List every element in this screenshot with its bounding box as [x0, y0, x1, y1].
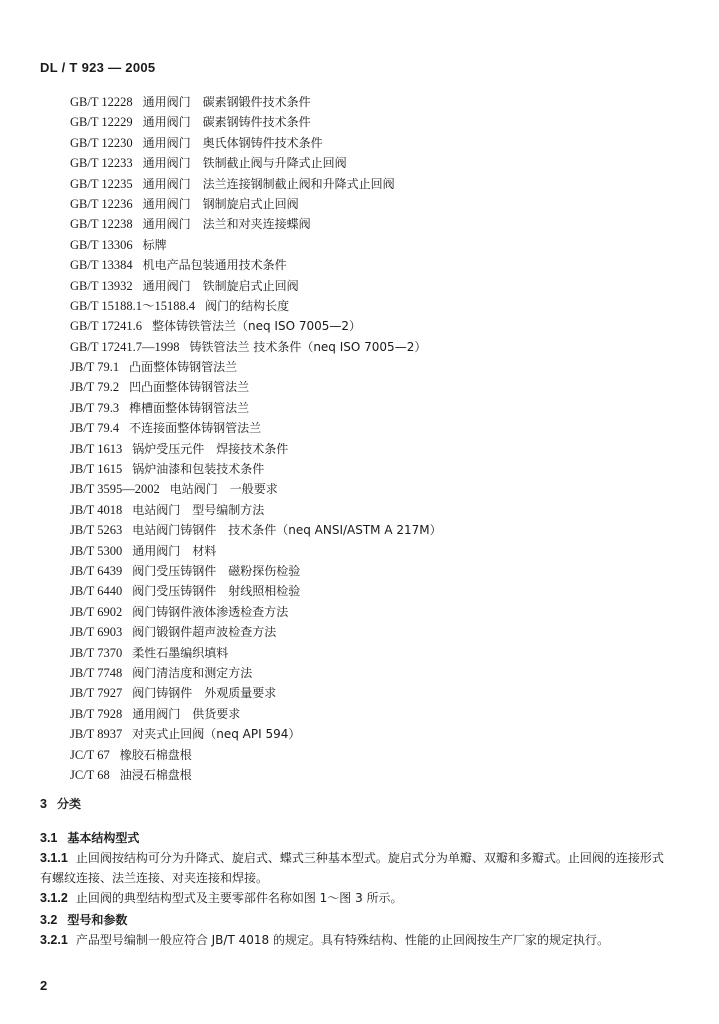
reference-title: 通用阀门 供货要求 [132, 706, 241, 721]
reference-item [70, 214, 442, 234]
reference-title: 通用阀门 材料 [132, 543, 217, 558]
reference-title: 凸面整体铸钢管法兰 [129, 360, 238, 375]
reference-code: JB/T 5263 [70, 523, 123, 538]
reference-title: 柔性石墨编织填料 [132, 645, 229, 660]
reference-title: 阀门的结构长度 [205, 298, 290, 313]
reference-item [70, 541, 442, 561]
reference-title: 标牌 [142, 237, 167, 252]
paragraph-text: 止回阀的典型结构型式及主要零部件名称如图 1～图 3 所示。 [75, 891, 403, 905]
paragraph-3-1-1 [40, 848, 670, 888]
reference-item [70, 194, 442, 214]
reference-code: GB/T 17241.6 [70, 319, 142, 334]
reference-title: 阀门受压铸钢件 磁粉探伤检验 [132, 563, 301, 578]
reference-code: JB/T 79.4 [70, 421, 120, 436]
reference-code: JB/T 8937 [70, 727, 123, 742]
reference-code: JC/T 68 [70, 767, 110, 782]
paragraph-text: 止回阀按结构可分为升降式、旋启式、蝶式三种基本型式。旋启式分为单瓣、双瓣和多瓣式。止回阀的连接形式有螺纹连接、法兰连接、对夹连接和焊接。 [40, 851, 664, 885]
reference-item [70, 235, 442, 255]
page-number: 2 [40, 978, 48, 993]
reference-item [70, 765, 442, 785]
reference-title: 阀门铸钢件 外观质量要求 [132, 686, 277, 701]
reference-title: 机电产品包装通用技术条件 [142, 258, 287, 273]
reference-title: 整体铸铁管法兰（neq ISO 7005—2） [152, 319, 362, 334]
reference-item [70, 581, 442, 601]
reference-item [70, 745, 442, 765]
reference-title: 橡胶石棉盘根 [119, 747, 192, 762]
reference-item [70, 663, 442, 683]
reference-item [70, 316, 442, 336]
reference-code: JB/T 7927 [70, 686, 123, 701]
reference-title: 电站阀门 一般要求 [169, 482, 278, 497]
document-code-header: DL / T 923 — 2005 [40, 60, 156, 75]
reference-code: JB/T 5300 [70, 543, 123, 558]
reference-code: JC/T 67 [70, 747, 110, 762]
reference-code: JB/T 6902 [70, 604, 123, 619]
reference-code: GB/T 12236 [70, 196, 133, 211]
reference-item [70, 459, 442, 479]
reference-code: JB/T 4018 [70, 502, 123, 517]
section-number: 3 [40, 797, 47, 811]
reference-code: GB/T 13932 [70, 278, 133, 293]
reference-item [70, 276, 442, 296]
reference-item [70, 174, 442, 194]
reference-code: GB/T 17241.7—1998 [70, 339, 180, 354]
reference-code: JB/T 6439 [70, 563, 123, 578]
reference-item [70, 520, 442, 540]
reference-title: 阀门清洁度和测定方法 [132, 665, 253, 680]
reference-code: JB/T 7928 [70, 706, 123, 721]
reference-item [70, 377, 442, 397]
reference-code: JB/T 1615 [70, 462, 123, 477]
reference-title: 通用阀门 法兰和对夹连接蝶阀 [142, 217, 311, 232]
reference-title: 电站阀门铸钢件 技术条件（neq ANSI/ASTM A 217M） [132, 523, 442, 538]
reference-item [70, 704, 442, 724]
reference-title: 通用阀门 铁制截止阀与升降式止回阀 [142, 156, 347, 171]
reference-code: GB/T 15188.1～15188.4 [70, 298, 196, 313]
reference-item [70, 398, 442, 418]
normative-references-list [70, 92, 442, 785]
reference-title: 不连接面整体铸钢管法兰 [129, 421, 262, 436]
subsection-3-1-heading [40, 829, 139, 846]
reference-code: GB/T 12229 [70, 115, 133, 130]
paragraph-text: 产品型号编制一般应符合 JB/T 4018 的规定。具有特殊结构、性能的止回阀按生产厂家的规定执行。 [75, 933, 609, 947]
reference-title: 通用阀门 碳素钢锻件技术条件 [142, 95, 311, 109]
reference-code: GB/T 12235 [70, 176, 133, 191]
reference-title: 铸铁管法兰 技术条件（neq ISO 7005—2） [189, 339, 427, 354]
reference-title: 电站阀门 型号编制方法 [132, 502, 265, 517]
section-3-heading [40, 795, 81, 812]
reference-title: 阀门铸钢件液体渗透检查方法 [132, 604, 289, 619]
paragraph-3-1-2 [40, 888, 670, 908]
reference-item [70, 337, 442, 357]
reference-title: 油浸石棉盘根 [119, 767, 192, 782]
reference-title: 对夹式止回阀（neq API 594） [132, 727, 301, 742]
paragraph-number: 3.1.2 [40, 891, 68, 905]
reference-code: JB/T 6903 [70, 625, 123, 640]
reference-item [70, 602, 442, 622]
subsection-title: 基本结构型式 [67, 831, 140, 845]
reference-title: 锅炉受压元件 焊接技术条件 [132, 441, 289, 456]
reference-item [70, 92, 442, 112]
subsection-title: 型号和参数 [67, 913, 128, 927]
reference-item [70, 561, 442, 581]
reference-title: 通用阀门 钢制旋启式止回阀 [142, 196, 299, 211]
reference-title: 通用阀门 法兰连接钢制截止阀和升降式止回阀 [142, 176, 395, 191]
reference-item [70, 683, 442, 703]
reference-code: GB/T 12233 [70, 156, 133, 171]
reference-code: GB/T 13384 [70, 258, 133, 273]
reference-item [70, 724, 442, 744]
paragraph-3-2-1 [40, 930, 670, 950]
reference-title: 锅炉油漆和包装技术条件 [132, 462, 265, 477]
reference-code: JB/T 7748 [70, 665, 123, 680]
reference-title: 通用阀门 奥氏体钢铸件技术条件 [142, 135, 323, 150]
reference-code: JB/T 1613 [70, 441, 123, 456]
reference-code: JB/T 7370 [70, 645, 123, 660]
reference-code: JB/T 6440 [70, 584, 123, 599]
reference-item [70, 357, 442, 377]
reference-item [70, 255, 442, 275]
reference-item [70, 153, 442, 173]
reference-item [70, 479, 442, 499]
paragraph-number: 3.2.1 [40, 933, 68, 947]
reference-title: 通用阀门 碳素钢铸件技术条件 [142, 115, 311, 130]
reference-item [70, 500, 442, 520]
reference-item [70, 296, 442, 316]
reference-item [70, 133, 442, 153]
reference-code: JB/T 79.2 [70, 380, 120, 395]
reference-code: GB/T 12238 [70, 217, 133, 232]
reference-title: 通用阀门 铁制旋启式止回阀 [142, 278, 299, 293]
reference-item [70, 418, 442, 438]
reference-title: 榫槽面整体铸钢管法兰 [129, 400, 250, 415]
reference-code: GB/T 12228 [70, 95, 133, 109]
reference-code: GB/T 12230 [70, 135, 133, 150]
reference-item [70, 439, 442, 459]
section-title: 分类 [56, 797, 81, 811]
reference-title: 阀门受压铸钢件 射线照相检验 [132, 584, 301, 599]
reference-code: JB/T 79.3 [70, 400, 120, 415]
reference-title: 阀门锻钢件超声波检查方法 [132, 625, 277, 640]
reference-code: GB/T 13306 [70, 237, 133, 252]
subsection-number: 3.2 [40, 913, 58, 927]
subsection-number: 3.1 [40, 831, 58, 845]
reference-item [70, 112, 442, 132]
reference-code: JB/T 3595—2002 [70, 482, 160, 497]
subsection-3-2-heading [40, 911, 127, 928]
reference-item [70, 622, 442, 642]
reference-item [70, 643, 442, 663]
reference-code: JB/T 79.1 [70, 360, 120, 375]
reference-title: 凹凸面整体铸钢管法兰 [129, 380, 250, 395]
paragraph-number: 3.1.1 [40, 851, 68, 865]
